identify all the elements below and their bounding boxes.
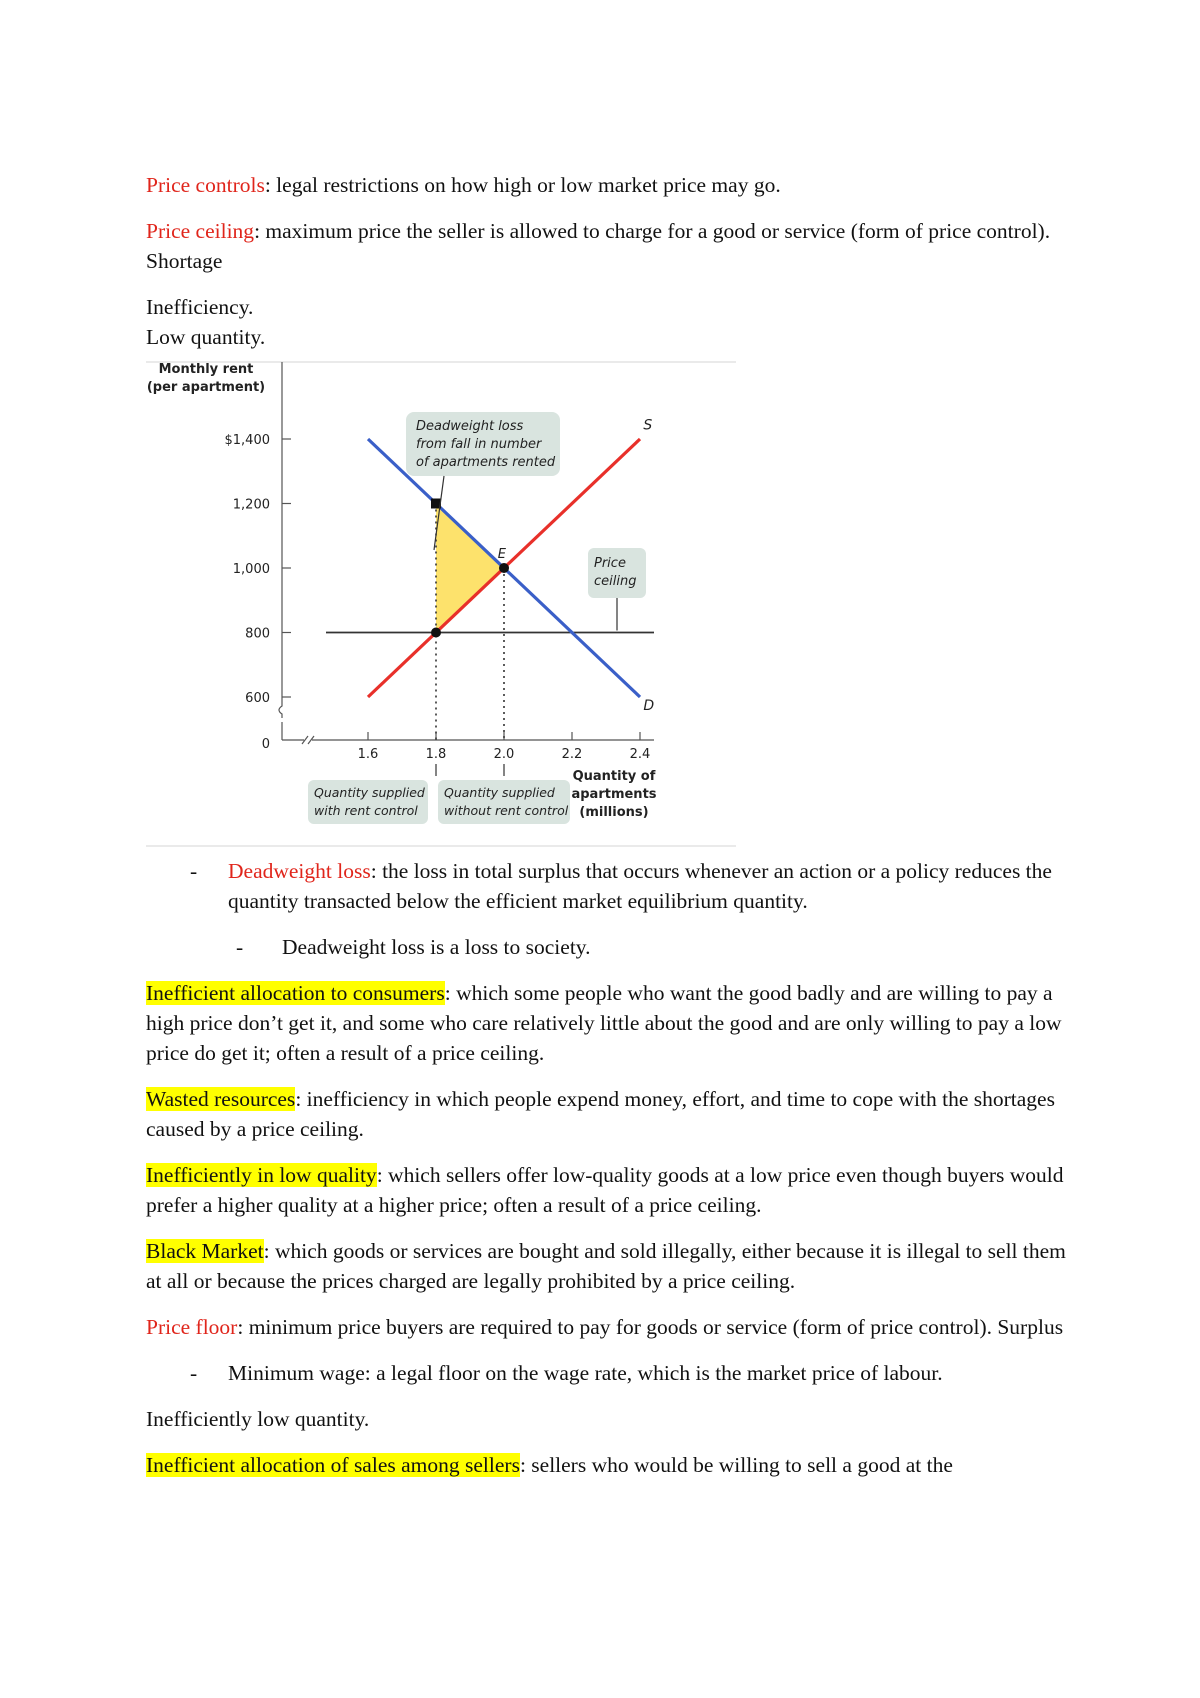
rent-control-figure bbox=[146, 360, 736, 850]
term-inefficiently-low-quality: Inefficiently in low quality bbox=[146, 1163, 377, 1187]
term-price-ceiling: Price ceiling bbox=[146, 219, 255, 243]
bullet-text: Minimum wage: a legal floor on the wage rate, which is the market price of labour. bbox=[228, 1361, 943, 1385]
bullet-dash: - bbox=[190, 859, 198, 883]
definition-text: : which sellers offer low-quality goods at a low price even though buyers would prefer a higher quality at a higher price; often a result of a price ceiling. bbox=[146, 1163, 1064, 1217]
paragraph-black-market bbox=[146, 1236, 1086, 1296]
bullet-dash: - bbox=[190, 1361, 198, 1385]
paragraph-price-controls bbox=[146, 170, 1086, 200]
paragraph-inefficient-allocation-sellers bbox=[146, 1450, 1086, 1480]
paragraph-price-ceiling bbox=[146, 216, 1086, 276]
x-tick-label: 2.0 bbox=[493, 747, 515, 762]
price-ceiling-callout-text: ceiling bbox=[594, 574, 637, 589]
definition-text: : the loss in total surplus that occurs whenever an action or a policy reduces the quantity transacted below the efficient market equilibrium quantity. bbox=[228, 859, 1052, 913]
paragraph-inefficient-allocation-consumers bbox=[146, 978, 1086, 1068]
point-marker bbox=[431, 628, 441, 638]
term-black-market: Black Market bbox=[146, 1239, 264, 1263]
y-axis-break bbox=[279, 700, 282, 718]
y-tick-label: 800 bbox=[245, 626, 270, 642]
term-deadweight-loss: Deadweight loss bbox=[228, 859, 371, 883]
qs-with-callout-text: Quantity supplied bbox=[314, 785, 425, 800]
y-tick-label: 1,200 bbox=[232, 497, 270, 513]
bullet-dash: - bbox=[236, 935, 244, 959]
x-axis-label: apartments bbox=[571, 787, 657, 802]
equilibrium-label: E bbox=[497, 547, 506, 562]
bullet-minimum-wage bbox=[146, 1358, 1086, 1388]
definition-text: : legal restrictions on how high or low market price may go. bbox=[264, 173, 781, 197]
paragraph-inefficiently-low-quality bbox=[146, 1160, 1086, 1220]
deadweight-callout-text: of apartments rented bbox=[416, 455, 556, 470]
x-axis-label: (millions) bbox=[579, 805, 649, 820]
term-price-floor: Price floor bbox=[146, 1315, 238, 1339]
demand-label: D bbox=[643, 697, 655, 714]
bullet-deadweight-society bbox=[146, 932, 1086, 962]
rent-control-chart bbox=[146, 360, 736, 850]
y-axis-label: (per apartment) bbox=[146, 380, 266, 395]
paragraph-low-quantity: Low quantity. bbox=[146, 325, 266, 349]
qs-without-callout-text: without rent control bbox=[444, 803, 569, 818]
term-inefficient-allocation-sellers: Inefficient allocation of sales among sellers bbox=[146, 1453, 520, 1477]
paragraph-inefficiency: Inefficiency. bbox=[146, 295, 254, 319]
price-ceiling-callout-text: Price bbox=[594, 556, 626, 571]
y-tick-label: $1,400 bbox=[224, 433, 270, 448]
qs-without-callout-text: Quantity supplied bbox=[444, 785, 555, 800]
deadweight-callout-text: from fall in number bbox=[416, 437, 542, 452]
y-axis-label: Monthly rent bbox=[158, 362, 254, 377]
term-inefficient-allocation-consumers: Inefficient allocation to consumers bbox=[146, 981, 445, 1005]
qs-with-callout-text: with rent control bbox=[314, 803, 418, 818]
supply-label: S bbox=[643, 417, 653, 434]
bullet-text: Deadweight loss is a loss to society. bbox=[282, 935, 591, 959]
definition-text: : inefficiency in which people expend money, effort, and time to cope with the shortages caused by a price ceiling. bbox=[146, 1087, 1055, 1141]
deadweight-loss-area bbox=[436, 504, 504, 633]
paragraph-wasted-resources bbox=[146, 1084, 1086, 1144]
paragraph-inefficiently-low-quantity: Inefficiently low quantity. bbox=[146, 1407, 370, 1431]
term-price-controls: Price controls bbox=[146, 173, 265, 197]
definition-text: : which goods or services are bought and sold illegally, either because it is illegal to sell them at all or because the prices charged are legally prohibited by a price ceiling. bbox=[146, 1239, 1066, 1293]
x-tick-label: 2.2 bbox=[561, 747, 583, 762]
y-tick-label: 1,000 bbox=[232, 562, 270, 577]
term-wasted-resources: Wasted resources bbox=[146, 1087, 296, 1111]
point-marker bbox=[499, 563, 509, 573]
x-axis-label: Quantity of bbox=[572, 769, 656, 784]
x-tick-label: 1.6 bbox=[357, 747, 379, 762]
definition-text: : which some people who want the good badly and are willing to pay a high price don’t get it, and some who care relatively little about the good and are only willing to pay a low price do get it; often a result of a price ceiling. bbox=[146, 981, 1062, 1065]
definition-text: : minimum price buyers are required to pay for goods or service (form of price control). Surplus bbox=[237, 1315, 1064, 1339]
y-tick-label: 600 bbox=[245, 691, 270, 706]
x-tick-label: 2.4 bbox=[629, 747, 651, 762]
origin-label: 0 bbox=[261, 737, 270, 752]
definition-text: : sellers who would be willing to sell a good at the bbox=[519, 1453, 953, 1477]
bullet-deadweight-loss bbox=[146, 856, 1086, 916]
document-page bbox=[146, 170, 1086, 1496]
x-tick-label: 1.8 bbox=[425, 747, 447, 762]
deadweight-callout-text: Deadweight loss bbox=[416, 419, 524, 434]
paragraph-price-floor bbox=[146, 1312, 1086, 1342]
definition-text: : maximum price the seller is allowed to charge for a good or service (form of price control). Shortage bbox=[146, 219, 1051, 273]
